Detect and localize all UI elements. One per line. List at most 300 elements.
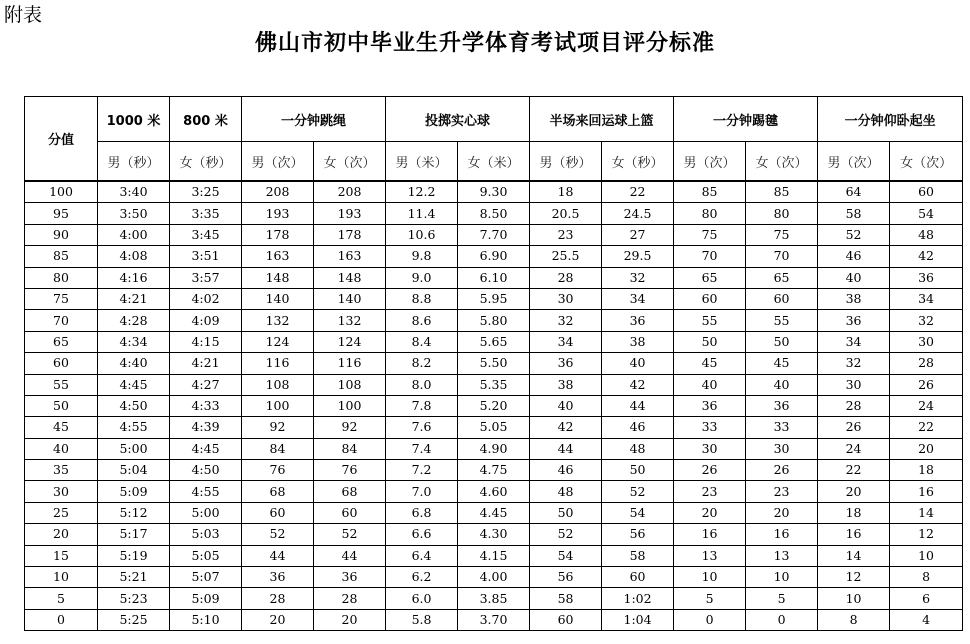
value-cell: 3:25	[170, 181, 242, 203]
value-cell: 1:04	[602, 609, 674, 630]
value-cell: 5	[746, 588, 818, 609]
value-cell: 60	[890, 181, 963, 203]
value-cell: 4.75	[458, 460, 530, 481]
value-cell: 46	[530, 460, 602, 481]
value-cell: 6.0	[386, 588, 458, 609]
value-cell: 5	[674, 588, 746, 609]
value-cell: 116	[242, 353, 314, 374]
value-cell: 4:55	[170, 481, 242, 502]
score-cell: 25	[25, 502, 98, 523]
table-row	[25, 203, 963, 224]
table-row	[25, 567, 963, 588]
value-cell: 28	[530, 267, 602, 288]
sub-header-cell: 男（米）	[386, 142, 458, 182]
value-cell: 52	[314, 524, 386, 545]
value-cell: 30	[674, 438, 746, 459]
value-cell: 10.6	[386, 224, 458, 245]
value-cell: 12	[890, 524, 963, 545]
value-cell: 5:05	[170, 545, 242, 566]
group-header-shuttlecock: 一分钟踢毽	[674, 97, 818, 142]
value-cell: 52	[530, 524, 602, 545]
value-cell: 32	[890, 310, 963, 331]
value-cell: 5:03	[170, 524, 242, 545]
score-cell: 100	[25, 181, 98, 203]
score-header: 分值	[25, 97, 98, 182]
score-cell: 80	[25, 267, 98, 288]
value-cell: 44	[314, 545, 386, 566]
value-cell: 7.8	[386, 395, 458, 416]
value-cell: 6.8	[386, 502, 458, 523]
value-cell: 32	[602, 267, 674, 288]
value-cell: 3:50	[98, 203, 170, 224]
value-cell: 4:39	[170, 417, 242, 438]
value-cell: 4:21	[170, 353, 242, 374]
value-cell: 26	[890, 374, 963, 395]
value-cell: 18	[890, 460, 963, 481]
value-cell: 58	[530, 588, 602, 609]
group-header-sit-ups: 一分钟仰卧起坐	[818, 97, 963, 142]
value-cell: 48	[602, 438, 674, 459]
value-cell: 124	[242, 331, 314, 352]
value-cell: 26	[674, 460, 746, 481]
value-cell: 54	[602, 502, 674, 523]
score-rows	[25, 181, 963, 631]
value-cell: 38	[602, 331, 674, 352]
value-cell: 42	[602, 374, 674, 395]
value-cell: 36	[746, 395, 818, 416]
value-cell: 124	[314, 331, 386, 352]
value-cell: 8.8	[386, 288, 458, 309]
value-cell: 8	[890, 567, 963, 588]
value-cell: 20	[818, 481, 890, 502]
group-header-row	[25, 97, 963, 142]
score-cell: 90	[25, 224, 98, 245]
value-cell: 14	[890, 502, 963, 523]
table-row	[25, 374, 963, 395]
value-cell: 18	[818, 502, 890, 523]
value-cell: 8.50	[458, 203, 530, 224]
group-header-basketball-layup: 半场来回运球上篮	[530, 97, 674, 142]
value-cell: 40	[746, 374, 818, 395]
value-cell: 76	[314, 460, 386, 481]
value-cell: 193	[314, 203, 386, 224]
value-cell: 5:07	[170, 567, 242, 588]
table-row	[25, 246, 963, 267]
value-cell: 140	[314, 288, 386, 309]
value-cell: 4:40	[98, 353, 170, 374]
value-cell: 208	[242, 181, 314, 203]
value-cell: 6.4	[386, 545, 458, 566]
value-cell: 23	[674, 481, 746, 502]
sub-header-cell: 女（次）	[890, 142, 963, 182]
group-header-jump-rope: 一分钟跳绳	[242, 97, 386, 142]
value-cell: 4:45	[98, 374, 170, 395]
value-cell: 9.30	[458, 181, 530, 203]
value-cell: 0	[674, 609, 746, 630]
group-header-1000m: 1000 米	[98, 97, 170, 142]
value-cell: 5:00	[170, 502, 242, 523]
value-cell: 13	[674, 545, 746, 566]
value-cell: 4:50	[170, 460, 242, 481]
value-cell: 55	[746, 310, 818, 331]
value-cell: 5:04	[98, 460, 170, 481]
value-cell: 32	[818, 353, 890, 374]
value-cell: 48	[530, 481, 602, 502]
score-cell: 20	[25, 524, 98, 545]
value-cell: 5:23	[98, 588, 170, 609]
value-cell: 3:57	[170, 267, 242, 288]
value-cell: 5:09	[98, 481, 170, 502]
value-cell: 27	[602, 224, 674, 245]
value-cell: 4.90	[458, 438, 530, 459]
value-cell: 11.4	[386, 203, 458, 224]
score-cell: 10	[25, 567, 98, 588]
value-cell: 20	[674, 502, 746, 523]
value-cell: 4:15	[170, 331, 242, 352]
value-cell: 60	[530, 609, 602, 630]
score-cell: 45	[25, 417, 98, 438]
value-cell: 178	[242, 224, 314, 245]
value-cell: 75	[674, 224, 746, 245]
score-cell: 50	[25, 395, 98, 416]
value-cell: 28	[890, 353, 963, 374]
value-cell: 148	[242, 267, 314, 288]
value-cell: 20	[890, 438, 963, 459]
value-cell: 52	[242, 524, 314, 545]
value-cell: 6.10	[458, 267, 530, 288]
table-row	[25, 438, 963, 459]
value-cell: 24	[818, 438, 890, 459]
value-cell: 33	[746, 417, 818, 438]
value-cell: 5:12	[98, 502, 170, 523]
value-cell: 5:25	[98, 609, 170, 630]
value-cell: 20	[746, 502, 818, 523]
value-cell: 140	[242, 288, 314, 309]
value-cell: 5:10	[170, 609, 242, 630]
table-row	[25, 502, 963, 523]
value-cell: 7.70	[458, 224, 530, 245]
score-cell: 30	[25, 481, 98, 502]
value-cell: 5:17	[98, 524, 170, 545]
value-cell: 38	[530, 374, 602, 395]
value-cell: 80	[674, 203, 746, 224]
table-row	[25, 609, 963, 630]
value-cell: 4.30	[458, 524, 530, 545]
value-cell: 8.4	[386, 331, 458, 352]
table-row	[25, 524, 963, 545]
value-cell: 68	[314, 481, 386, 502]
value-cell: 58	[602, 545, 674, 566]
value-cell: 108	[314, 374, 386, 395]
value-cell: 70	[674, 246, 746, 267]
sub-header-cell: 女（次）	[314, 142, 386, 182]
value-cell: 4:34	[98, 331, 170, 352]
value-cell: 0	[746, 609, 818, 630]
value-cell: 4:16	[98, 267, 170, 288]
value-cell: 34	[530, 331, 602, 352]
value-cell: 44	[530, 438, 602, 459]
value-cell: 13	[746, 545, 818, 566]
table-row	[25, 460, 963, 481]
value-cell: 4:50	[98, 395, 170, 416]
value-cell: 50	[674, 331, 746, 352]
value-cell: 10	[818, 588, 890, 609]
value-cell: 5.50	[458, 353, 530, 374]
value-cell: 34	[818, 331, 890, 352]
value-cell: 14	[818, 545, 890, 566]
value-cell: 68	[242, 481, 314, 502]
value-cell: 5.8	[386, 609, 458, 630]
value-cell: 23	[530, 224, 602, 245]
value-cell: 132	[314, 310, 386, 331]
value-cell: 70	[746, 246, 818, 267]
value-cell: 28	[314, 588, 386, 609]
value-cell: 3:45	[170, 224, 242, 245]
table-row	[25, 331, 963, 352]
value-cell: 116	[314, 353, 386, 374]
value-cell: 65	[674, 267, 746, 288]
value-cell: 12.2	[386, 181, 458, 203]
value-cell: 4:55	[98, 417, 170, 438]
table-row	[25, 267, 963, 288]
value-cell: 48	[890, 224, 963, 245]
table-row	[25, 288, 963, 309]
sub-header-cell: 男（次）	[242, 142, 314, 182]
value-cell: 36	[890, 267, 963, 288]
table-row	[25, 310, 963, 331]
group-header-800m: 800 米	[170, 97, 242, 142]
value-cell: 54	[530, 545, 602, 566]
value-cell: 6	[890, 588, 963, 609]
value-cell: 8.0	[386, 374, 458, 395]
document-title: 佛山市初中毕业生升学体育考试项目评分标准	[254, 31, 715, 56]
value-cell: 25.5	[530, 246, 602, 267]
value-cell: 3.70	[458, 609, 530, 630]
score-cell: 40	[25, 438, 98, 459]
value-cell: 4:09	[170, 310, 242, 331]
value-cell: 20	[242, 609, 314, 630]
value-cell: 5:00	[98, 438, 170, 459]
value-cell: 64	[818, 181, 890, 203]
value-cell: 8.6	[386, 310, 458, 331]
value-cell: 9.0	[386, 267, 458, 288]
value-cell: 100	[314, 395, 386, 416]
value-cell: 36	[314, 567, 386, 588]
value-cell: 54	[890, 203, 963, 224]
value-cell: 36	[818, 310, 890, 331]
value-cell: 22	[602, 181, 674, 203]
value-cell: 4:08	[98, 246, 170, 267]
value-cell: 76	[242, 460, 314, 481]
value-cell: 24	[890, 395, 963, 416]
value-cell: 30	[530, 288, 602, 309]
value-cell: 1:02	[602, 588, 674, 609]
value-cell: 36	[242, 567, 314, 588]
sub-header-row	[25, 142, 963, 182]
value-cell: 4	[890, 609, 963, 630]
value-cell: 8	[818, 609, 890, 630]
value-cell: 60	[314, 502, 386, 523]
value-cell: 4:45	[170, 438, 242, 459]
value-cell: 4.15	[458, 545, 530, 566]
value-cell: 20.5	[530, 203, 602, 224]
sub-header-cell: 男（次）	[818, 142, 890, 182]
value-cell: 163	[242, 246, 314, 267]
value-cell: 3.85	[458, 588, 530, 609]
table-row	[25, 181, 963, 203]
value-cell: 10	[674, 567, 746, 588]
value-cell: 40	[674, 374, 746, 395]
value-cell: 7.0	[386, 481, 458, 502]
table-row	[25, 353, 963, 374]
value-cell: 5.35	[458, 374, 530, 395]
appendix-label: 附表	[4, 4, 43, 26]
value-cell: 148	[314, 267, 386, 288]
value-cell: 45	[674, 353, 746, 374]
value-cell: 30	[890, 331, 963, 352]
value-cell: 6.2	[386, 567, 458, 588]
value-cell: 22	[818, 460, 890, 481]
value-cell: 44	[242, 545, 314, 566]
table-row	[25, 417, 963, 438]
value-cell: 4:33	[170, 395, 242, 416]
table-row	[25, 545, 963, 566]
value-cell: 5:19	[98, 545, 170, 566]
value-cell: 3:35	[170, 203, 242, 224]
value-cell: 6.90	[458, 246, 530, 267]
value-cell: 45	[746, 353, 818, 374]
value-cell: 85	[674, 181, 746, 203]
value-cell: 30	[746, 438, 818, 459]
value-cell: 22	[890, 417, 963, 438]
value-cell: 3:40	[98, 181, 170, 203]
value-cell: 36	[674, 395, 746, 416]
value-cell: 5.05	[458, 417, 530, 438]
value-cell: 10	[890, 545, 963, 566]
value-cell: 6.6	[386, 524, 458, 545]
value-cell: 4.60	[458, 481, 530, 502]
value-cell: 80	[746, 203, 818, 224]
score-cell: 65	[25, 331, 98, 352]
value-cell: 40	[818, 267, 890, 288]
value-cell: 50	[602, 460, 674, 481]
value-cell: 34	[602, 288, 674, 309]
value-cell: 4.45	[458, 502, 530, 523]
value-cell: 84	[314, 438, 386, 459]
value-cell: 84	[242, 438, 314, 459]
table-row	[25, 395, 963, 416]
value-cell: 60	[602, 567, 674, 588]
value-cell: 4:00	[98, 224, 170, 245]
value-cell: 56	[602, 524, 674, 545]
value-cell: 40	[530, 395, 602, 416]
value-cell: 29.5	[602, 246, 674, 267]
value-cell: 92	[314, 417, 386, 438]
score-cell: 95	[25, 203, 98, 224]
value-cell: 58	[818, 203, 890, 224]
value-cell: 18	[530, 181, 602, 203]
group-header-medicine-ball: 投掷实心球	[386, 97, 530, 142]
value-cell: 55	[674, 310, 746, 331]
value-cell: 38	[818, 288, 890, 309]
sub-header-cell: 女（米）	[458, 142, 530, 182]
value-cell: 46	[818, 246, 890, 267]
value-cell: 46	[602, 417, 674, 438]
value-cell: 30	[818, 374, 890, 395]
value-cell: 4.00	[458, 567, 530, 588]
value-cell: 16	[818, 524, 890, 545]
sub-header-cell: 男（次）	[674, 142, 746, 182]
value-cell: 10	[746, 567, 818, 588]
value-cell: 4:27	[170, 374, 242, 395]
value-cell: 5.80	[458, 310, 530, 331]
value-cell: 36	[602, 310, 674, 331]
value-cell: 5:09	[170, 588, 242, 609]
value-cell: 9.8	[386, 246, 458, 267]
score-cell: 0	[25, 609, 98, 630]
value-cell: 34	[890, 288, 963, 309]
value-cell: 5.20	[458, 395, 530, 416]
table-row	[25, 588, 963, 609]
value-cell: 163	[314, 246, 386, 267]
value-cell: 52	[602, 481, 674, 502]
value-cell: 5:21	[98, 567, 170, 588]
value-cell: 85	[746, 181, 818, 203]
sub-header-cell: 男（秒）	[530, 142, 602, 182]
value-cell: 5.65	[458, 331, 530, 352]
value-cell: 24.5	[602, 203, 674, 224]
score-cell: 5	[25, 588, 98, 609]
value-cell: 4:02	[170, 288, 242, 309]
value-cell: 178	[314, 224, 386, 245]
value-cell: 193	[242, 203, 314, 224]
value-cell: 100	[242, 395, 314, 416]
value-cell: 16	[890, 481, 963, 502]
sub-header-cell: 女（次）	[746, 142, 818, 182]
sub-header-cell: 男（秒）	[98, 142, 170, 182]
value-cell: 40	[602, 353, 674, 374]
value-cell: 42	[890, 246, 963, 267]
value-cell: 92	[242, 417, 314, 438]
score-cell: 55	[25, 374, 98, 395]
score-cell: 35	[25, 460, 98, 481]
value-cell: 52	[818, 224, 890, 245]
value-cell: 108	[242, 374, 314, 395]
value-cell: 28	[242, 588, 314, 609]
value-cell: 7.2	[386, 460, 458, 481]
value-cell: 23	[746, 481, 818, 502]
value-cell: 50	[746, 331, 818, 352]
value-cell: 7.4	[386, 438, 458, 459]
value-cell: 60	[242, 502, 314, 523]
value-cell: 4:28	[98, 310, 170, 331]
sub-header-cell: 女（秒）	[170, 142, 242, 182]
value-cell: 7.6	[386, 417, 458, 438]
value-cell: 26	[818, 417, 890, 438]
value-cell: 60	[746, 288, 818, 309]
score-cell: 75	[25, 288, 98, 309]
scoring-standards-table	[24, 96, 963, 631]
table-row	[25, 481, 963, 502]
score-cell: 60	[25, 353, 98, 374]
score-cell: 15	[25, 545, 98, 566]
value-cell: 3:51	[170, 246, 242, 267]
value-cell: 44	[602, 395, 674, 416]
value-cell: 56	[530, 567, 602, 588]
value-cell: 5.95	[458, 288, 530, 309]
value-cell: 8.2	[386, 353, 458, 374]
value-cell: 28	[818, 395, 890, 416]
